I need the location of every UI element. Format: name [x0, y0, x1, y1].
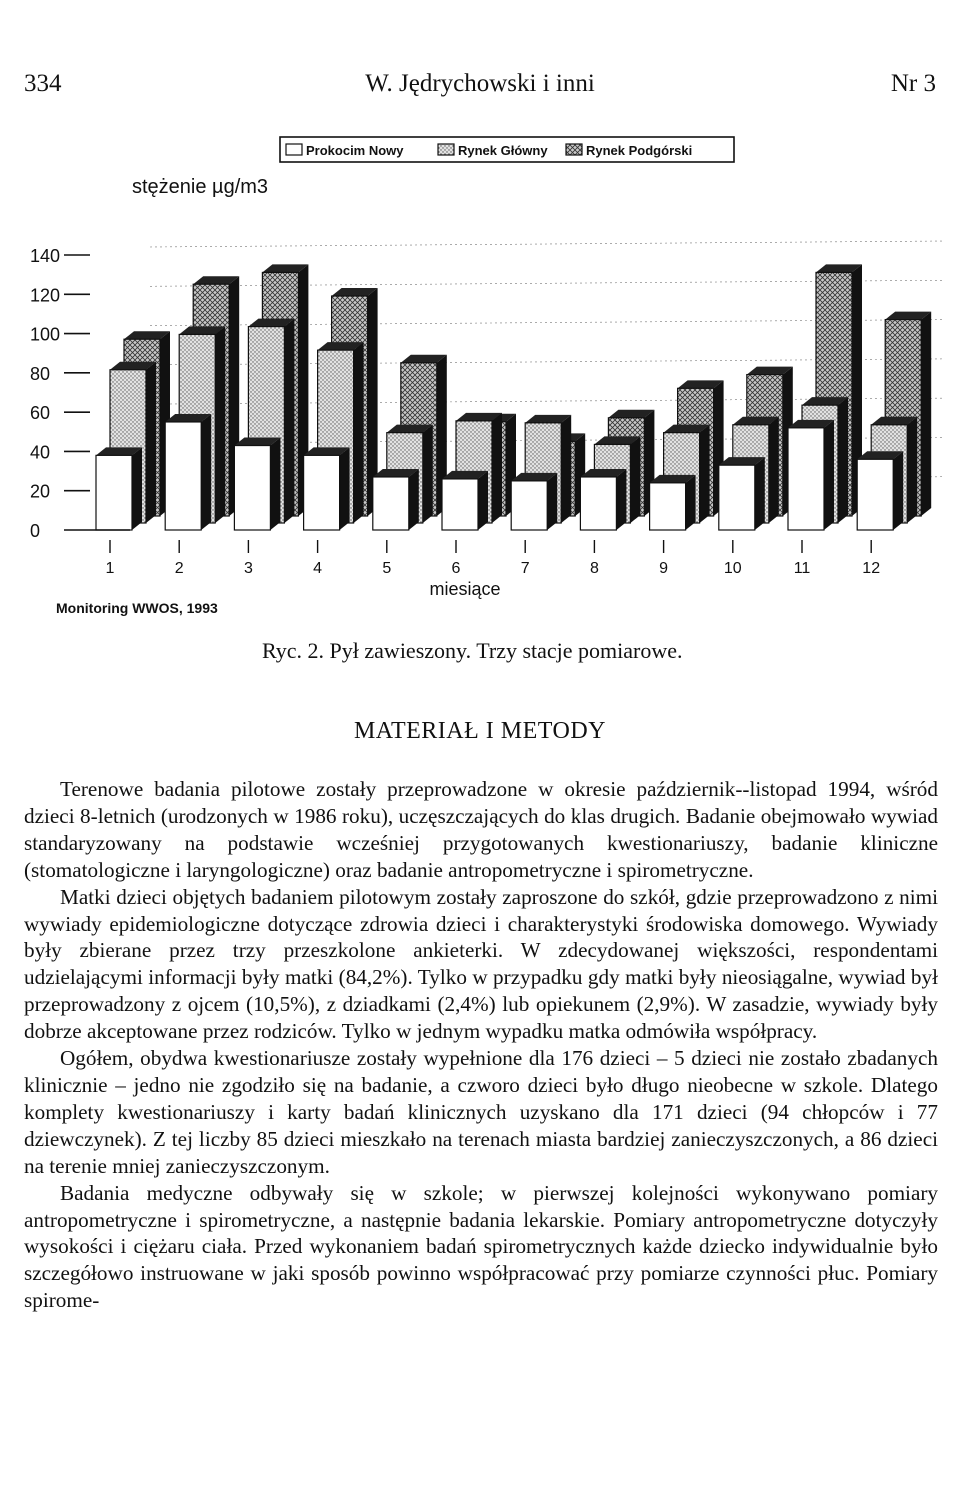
x-tick-label: 5: [382, 560, 392, 577]
x-tick-label: 8: [589, 560, 599, 577]
x-tick-label: 4: [313, 560, 323, 577]
legend-entry: Rynek Główny: [458, 143, 548, 158]
y-tick-label: 0: [30, 521, 41, 541]
y-tick-label: 100: [30, 324, 61, 345]
paragraph: Badania medyczne odbywały się w szkole; w pierwszej kolejności wykonywano pomiary antropometryczne i spirometryczne, a następnie badania lekarskie. Pomiary antropometryczne dotyczyły wysokości i ciężaru ciała. Przed wykonaniem badań spirometrycznych każde dziecko indywidualnie było szczegółowo instruowane w jaki sposób powinno współpracować przy pomiarze czynności płuc. Pomiary spirome-: [24, 1180, 938, 1313]
bar-series-1-month-12: [857, 451, 903, 530]
y-tick-label: 120: [30, 285, 61, 306]
bars: [96, 264, 931, 530]
bar-series-1-month-9: [650, 475, 696, 530]
figure-caption: Ryc. 2. Pył zawieszony. Trzy stacje pomiarowe.: [262, 638, 683, 663]
x-tick-label: 12: [862, 560, 881, 577]
bar-series-1-month-8: [580, 469, 626, 530]
section-title: MATERIAŁ I METODY: [353, 718, 607, 744]
legend-swatch: [438, 144, 454, 155]
bar-series-1-month-7: [511, 473, 557, 530]
running-header: [0, 70, 960, 106]
bar-chart: [0, 125, 960, 625]
running-authors: W. Jędrychowski i inni: [365, 70, 595, 97]
x-axis: [90, 530, 880, 577]
chart-legend: [280, 137, 734, 162]
page-number: 334: [24, 70, 62, 97]
bar-series-1-month-2: [165, 414, 211, 530]
x-tick-label: 3: [243, 560, 253, 577]
bar-series-1-month-1: [96, 447, 142, 530]
y-axis-label: stężenie µg/m3: [132, 176, 269, 198]
paragraph: Matki dzieci objętych badaniem pilotowym zostały zaproszone do szkół, gdzie przeprowadzono z nimi wywiady epidemiologiczne dotyczące zdrowia dzieci i charakterystyki środowiska domowego. Wywiady były zbierane przez trzy przeszkolone ankieterki. W zdecydowanej większości, respondentami udzielającymi informacji były matki (84,2%). Tylko w przypadku gdy matki były nieosiągalne, wywiad był przeprowadzony z ojcem (10,5%), z dziadkami (2,4%) lub opiekunem (2,9%). W zasadzie, wywiady były dobrze akceptowane przez rodziców. Tylko w jednym wypadku matka odmówiła współpracy.: [24, 884, 938, 1044]
x-tick-label: 1: [105, 560, 115, 577]
legend-swatch: [286, 144, 302, 155]
bar-series-1-month-4: [304, 447, 350, 530]
gridline: [150, 241, 945, 247]
x-tick-label: 2: [174, 560, 184, 577]
issue-number: Nr 3: [890, 70, 936, 97]
y-tick-label: 40: [30, 442, 51, 463]
bar-series-1-month-10: [719, 457, 765, 530]
bar-series-1-month-5: [373, 469, 419, 530]
paragraph: Terenowe badania pilotowe zostały przeprowadzone w okresie październik--listopad 1994, wśród dzieci 8-letnich (urodzonych w 1986 roku), uczęszczających do klas drugich. Badanie obejmowało wywiad standaryzowany na podstawie wcześniej przygotowanych kwestionariuszy, badanie kliniczne (stomatologiczne i laryngologiczne) oraz badanie antropometryczne i spirometryczne.: [24, 777, 938, 882]
x-tick-label: 11: [793, 560, 811, 577]
legend-entry: Prokocim Nowy: [306, 143, 404, 158]
paragraph: Ogółem, obydwa kwestionariusze zostały wypełnione dla 176 dzieci – 5 dzieci nie zostało zbadanych klinicznie – jedno nie zgodziło się na badanie, a czworo dzieci było długo nieobecne w szkole. Dlatego komplety kwestionariuszy i karty badań klinicznych uzyskano dla 171 dzieci (94 chłopców i 77 dziewczynek). Z tej liczby 85 dzieci mieszkało na terenach miasta bardziej zanieczyszczonych, a 86 dzieci na terenie mniej zanieczyszczonym.: [24, 1046, 938, 1178]
x-tick-label: 9: [659, 560, 669, 577]
legend-entry: Rynek Podgórski: [586, 143, 693, 158]
y-tick-label: 80: [30, 363, 51, 384]
y-tick-label: 20: [30, 481, 51, 502]
y-tick-label: 60: [30, 403, 51, 424]
x-tick-label: 10: [723, 560, 742, 577]
source-note: Monitoring WWOS, 1993: [56, 600, 218, 616]
bar-series-1-month-11: [788, 420, 834, 530]
body-text: [24, 776, 938, 1314]
bar-series-1-month-3: [234, 438, 280, 530]
bar-series-1-month-6: [442, 471, 488, 530]
x-tick-label: 7: [520, 560, 530, 577]
y-axis: [30, 246, 90, 541]
y-tick-label: 140: [30, 246, 61, 266]
legend-swatch: [566, 144, 582, 155]
x-tick-label: 6: [451, 560, 461, 577]
x-axis-label: miesiące: [429, 579, 501, 599]
